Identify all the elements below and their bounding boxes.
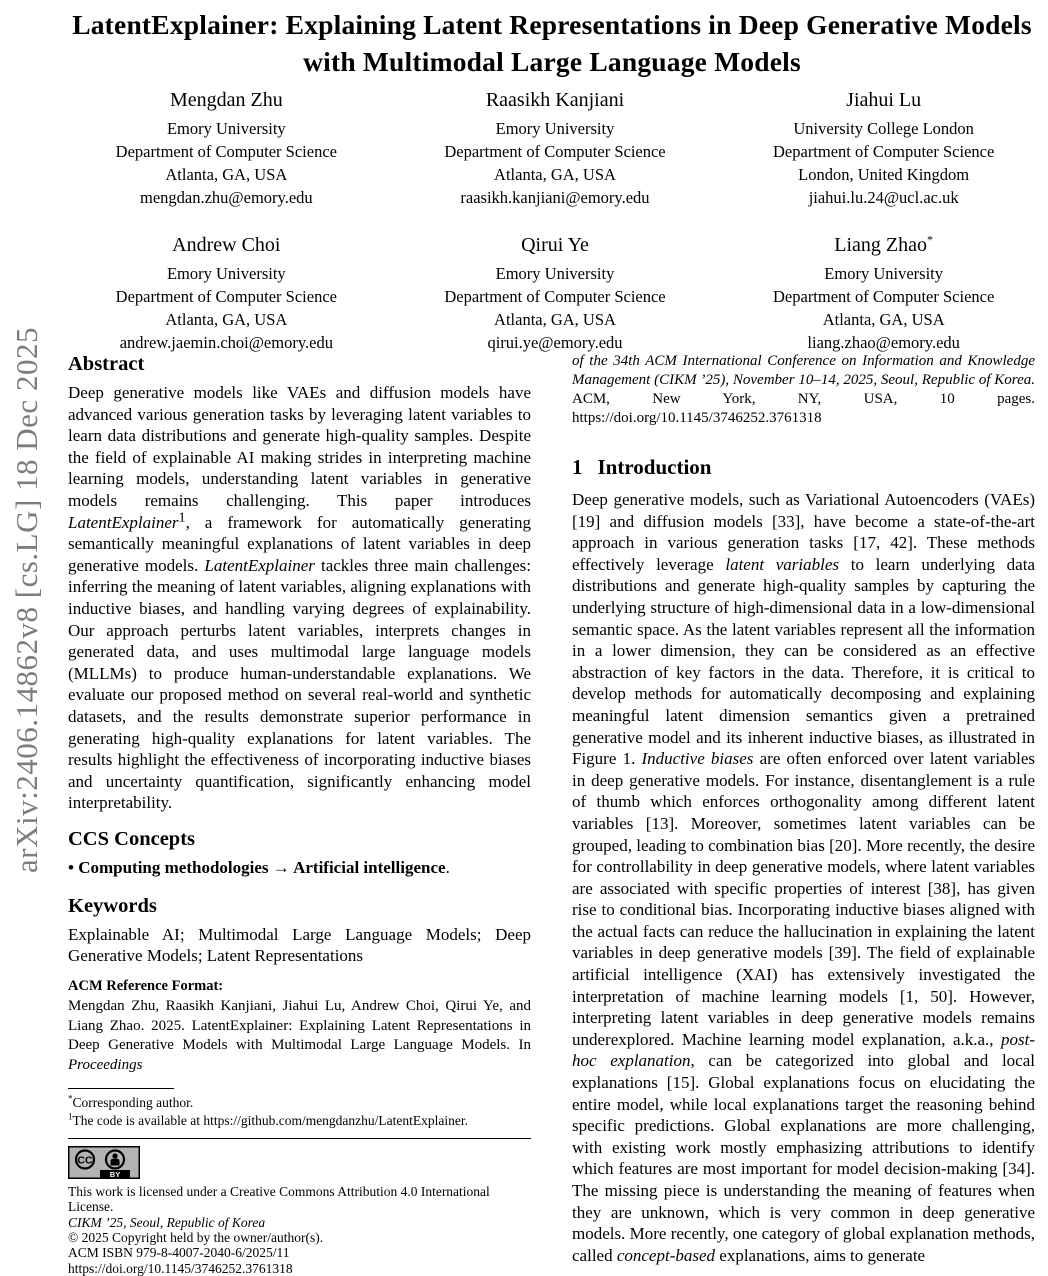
doi-link[interactable]: https://doi.org/10.1145/3746252.3761318 (68, 1260, 293, 1276)
introduction-text: Deep generative models, such as Variational Autoencoders (VAEs) [19] and diffusion models [33], have become a state-of-the-art approach in various generation tasks [17, 42]. These methods effectively leverage latent variables to learn underlying data distributions and generate high-quality samples by capturing the underlying structure of high-dimensional data in a low-dimensional semantic space. As the latent variables represent all the information in a lower dimension, they can be considered as an effective abstraction of key factors in the data. Therefore, it is critical to develop methods for automatically decomposing and explaining meaningful latent dimension semantics given a pretrained generative model and its inherent inductive biases, as illustrated in Figure 1. Inductive biases are often enforced over latent variables in deep generative models. For instance, disentanglement is a rule of thumb which enforces orthogonality among different latent variables [13]. Moreover, sometimes latent variables can be grouped, leading to combination bias [20]. More recently, the desire for controllability in deep generative models, where latent variables are associated with specific properties of interest [38], has given rise to conditional bias. Incorporating inductive biases aligned with the actual facts can reduce the hallucination in explaining the latent variables in deep generative models [39]. The field of explainable artificial intelligence (XAI) has extensively investigated the interpretation of machine learning models [1, 50]. However, interpreting latent variables in deep generative models remains underexplored. Machine learning model explanation, a.k.a., post-hoc explanation, can be categorized into global and local explanations [15]. Global explanations focus on elucidating the entire model, while local explanations target the reasoning behind specific predictions. Global explanations are more challenging, with existing work mostly emphasizing attributions to identify which features are most important for model decision-making [34]. The missing piece is understanding the meaning of features when they are unknown, which is very common in deep generative models. More recently, one category of global explanation methods, called concept-based explanations, aims to generate (572, 490, 1035, 1265)
author-card (391, 87, 720, 209)
license-statement: This work is licensed under a Creative Commons Attribution 4.0 International License. (68, 1184, 490, 1215)
author-location: Atlanta, GA, USA (822, 310, 945, 329)
abstract-heading: Abstract (68, 353, 145, 375)
author-name-text: Jiahui Lu (846, 89, 922, 111)
footnote-corresponding-author: *Corresponding author. (68, 1093, 194, 1111)
author-department: Department of Computer Science (115, 142, 337, 161)
author-department: Department of Computer Science (444, 287, 666, 306)
corresponding-author-asterisk: * (927, 232, 934, 247)
author-department: Department of Computer Science (773, 142, 995, 161)
author-email[interactable]: andrew.jaemin.choi@emory.edu (119, 333, 333, 352)
ccs-concepts-text: • Computing methodologies → Artificial intelligence. (68, 857, 450, 877)
ccs-concepts-heading: CCS Concepts (68, 827, 195, 850)
footnote-code-availability[interactable]: $^1$The code is available at https://github.com/mengdanzhu/LatentExplainer. (68, 1111, 469, 1128)
copyright-block-rule (68, 1138, 531, 1139)
author-card (62, 232, 391, 354)
author-affiliation: Emory University (824, 264, 943, 283)
svg-text:CC: CC (77, 1154, 93, 1167)
conference-venue-line: CIKM ’25, Seoul, Republic of Korea (68, 1214, 266, 1230)
author-card (719, 87, 1048, 209)
keywords-heading: Keywords (68, 894, 157, 917)
author-email[interactable]: qirui.ye@emory.edu (487, 333, 623, 352)
cc-by-license-icon[interactable] (68, 1146, 140, 1179)
left-column (68, 352, 531, 1276)
author-block (62, 87, 1048, 354)
author-card (719, 232, 1048, 354)
author-email[interactable]: liang.zhao@emory.edu (807, 333, 960, 352)
section-number: 1 (572, 455, 583, 479)
author-affiliation: University College London (793, 119, 974, 138)
arxiv-id-text: arXiv:2406.14862v8 [cs.LG] 18 Dec 2025 (9, 327, 44, 873)
author-name-text: Liang Zhao (834, 234, 928, 256)
author-department: Department of Computer Science (444, 142, 666, 161)
author-name (391, 87, 720, 113)
author-department: Department of Computer Science (773, 287, 995, 306)
author-location: Atlanta, GA, USA (494, 165, 616, 184)
author-name (62, 232, 391, 258)
author-location: London, United Kingdom (798, 165, 970, 184)
author-name-text: Andrew Choi (172, 234, 281, 256)
author-name (391, 232, 720, 258)
author-affiliation: Emory University (166, 264, 286, 283)
author-name-text: Mengdan Zhu (169, 89, 283, 111)
acm-reference-text: Mengdan Zhu, Raasikh Kanjiani, Jiahui Lu, Andrew Choi, Qirui Ye, and Liang Zhao. 2025. LatentExplainer: Explaining Latent Representations in Deep Generative Models with Multimodal Large Language Models. In Proceedings (68, 998, 531, 1073)
author-name-text: Qirui Ye (521, 234, 589, 256)
footnote-separator (68, 1088, 174, 1089)
author-affiliation: Emory University (495, 264, 615, 283)
author-name (62, 87, 391, 113)
paper-title: LatentExplainer: Explaining Latent Representations in Deep Generative Models with Multimodal Large Language Models (72, 9, 1032, 77)
acm-reference-format-heading: ACM Reference Format: (68, 978, 224, 995)
author-card (62, 87, 391, 209)
arxiv-watermark-strip (0, 0, 62, 1200)
author-email[interactable]: raasikh.kanjiani@emory.edu (460, 188, 650, 207)
author-location: Atlanta, GA, USA (165, 310, 288, 329)
author-name (719, 87, 1048, 113)
author-affiliation: Emory University (495, 119, 615, 138)
author-location: Atlanta, GA, USA (165, 165, 288, 184)
section-heading-label: Introduction (597, 455, 712, 479)
author-card (391, 232, 720, 354)
author-department: Department of Computer Science (115, 287, 337, 306)
acm-reference-continuation: of the 34th ACM International Conference on Information and Knowledge Management (CIKM ’25), November 10–14, 2025, Seoul, Republic of Korea. ACM, New York, NY, USA, 10 pages. https://doi.org/10.1145/3746252.3761318 (572, 353, 1035, 426)
author-email[interactable]: jiahui.lu.24@ucl.ac.uk (808, 188, 959, 207)
isbn-line: ACM ISBN 979-8-4007-2040-6/2025/11 (68, 1245, 290, 1261)
author-name (719, 232, 1048, 258)
author-name-text: Raasikh Kanjiani (485, 89, 625, 111)
author-affiliation: Emory University (166, 119, 286, 138)
right-column (572, 352, 1035, 1266)
author-location: Atlanta, GA, USA (494, 310, 616, 329)
keywords-text: Explainable AI; Multimodal Large Language Models; Deep Generative Models; Latent Representations (68, 924, 531, 966)
copyright-line: © 2025 Copyright held by the owner/author(s). (68, 1229, 324, 1245)
author-email[interactable]: mengdan.zhu@emory.edu (140, 188, 313, 207)
svg-text:BY: BY (109, 1170, 121, 1180)
section-heading-introduction (572, 455, 1035, 480)
abstract-text: Deep generative models like VAEs and diffusion models have advanced various generation tasks by leveraging latent variables to learn data distributions and generate high-quality samples. Despite the field of explainable AI making strides in interpreting machine learning models, understanding latent variables in generative models remains challenging. This paper introduces LatentExplainer$^1$, a framework for automatically generating semantically meaningful explanations of latent variables in deep generative models. LatentExplainer tackles three main challenges: inferring the meaning of latent variables, aligning explanations with inductive biases, and handling varying degrees of explainability. Our approach perturbs latent variables, interprets changes in generated data, and uses multimodal large language models (MLLMs) to produce human-understandable explanations. We evaluate our proposed method on several real-world and synthetic datasets, and the results demonstrate superior performance in generating high-quality explanations for latent variables. The results highlight the effectiveness of incorporating inductive biases and uncertainty quantification, significantly enhancing model interpretability. (68, 383, 531, 813)
